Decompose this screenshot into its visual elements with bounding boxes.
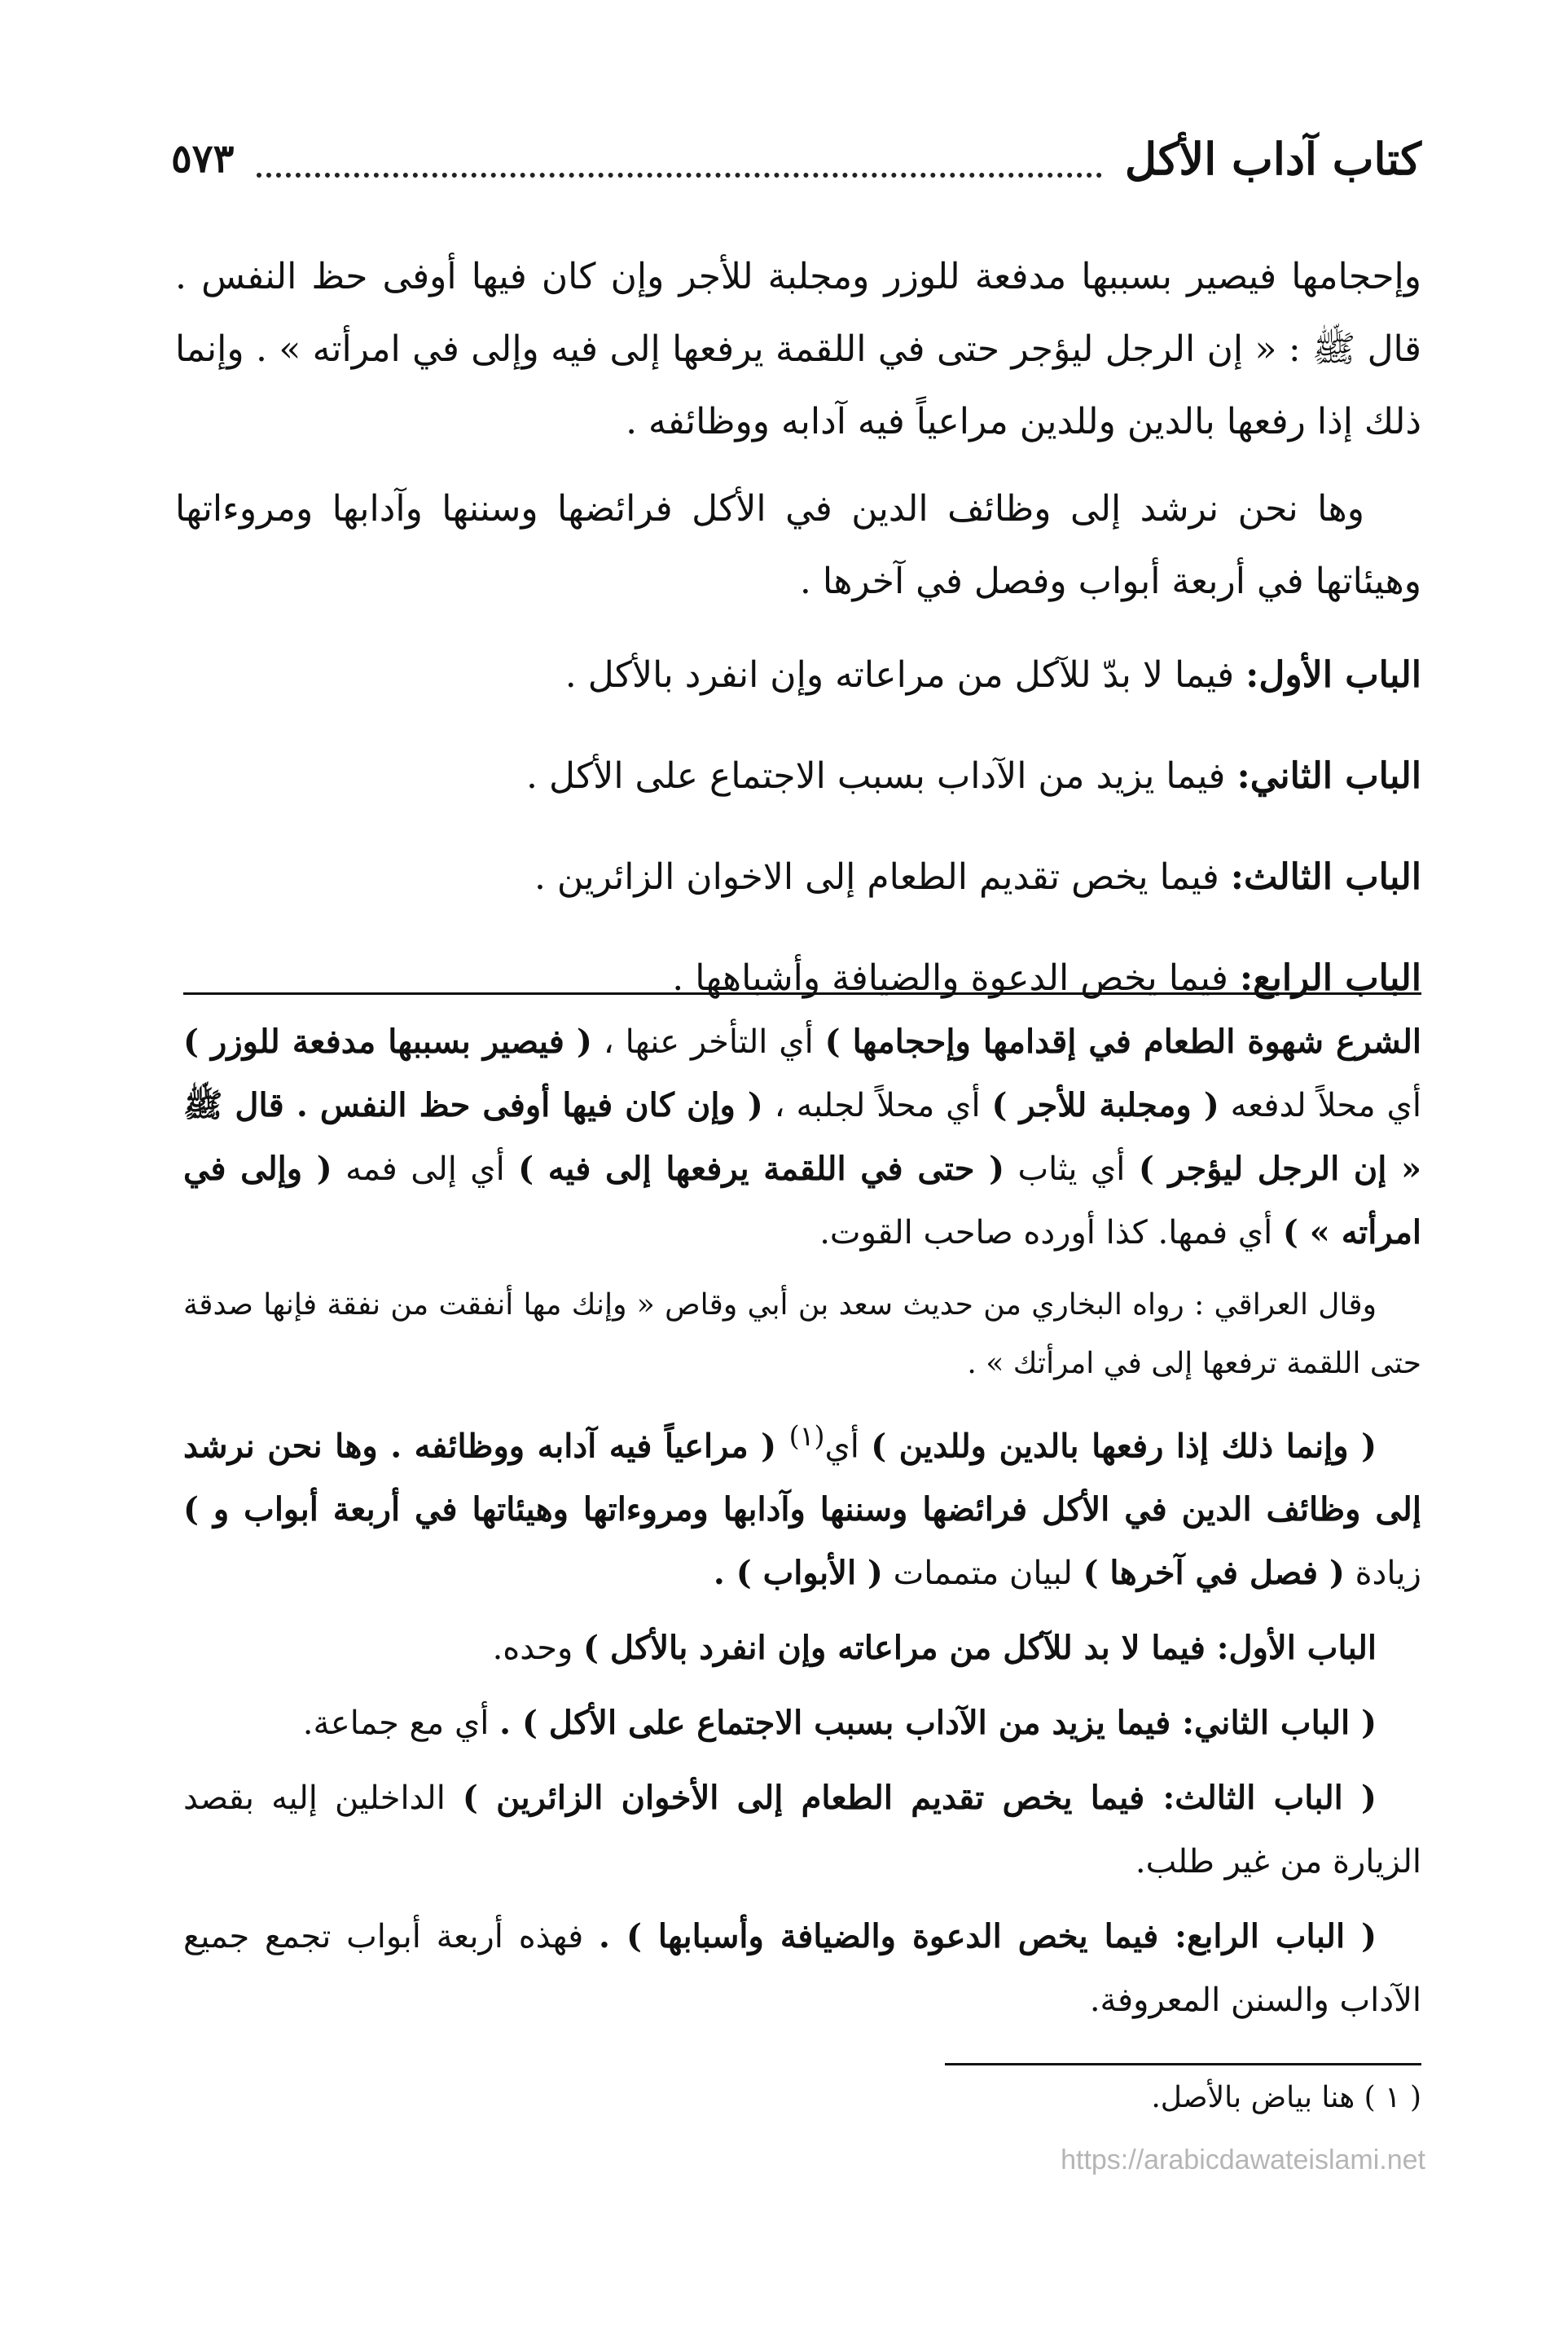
chapter-line — [175, 632, 1421, 719]
source-citation: وقال العراقي : رواه البخاري من حديث سعد بن أبي وقاص « وإنك مها أنفقت من نفقة فإنها صدقة حتى اللقمة ترفعها إلى في امرأتك » . — [183, 1288, 1421, 1380]
commentary-paragraph — [183, 1766, 1421, 1894]
commentary-paragraph — [183, 1691, 1421, 1755]
main-paragraph: وها نحن نرشد إلى وظائف الدين في الأكل فرائضها وسننها وآدابها ومروءاتها وهيئاتها في أربعة أبواب وفصل في آخرها . — [175, 488, 1421, 602]
gloss-text: أي محلاً لدفعه — [1219, 1087, 1421, 1124]
chapter-text: فيما يزيد من الآداب بسبب الاجتماع على الأكل . — [525, 755, 1226, 797]
chapter-text: فيما يخص الدعوة والضيافة وأشباهها . — [672, 957, 1228, 999]
quoted-text: ( وإلى في امرأته » ) — [183, 1150, 1421, 1251]
gloss-text: أي التأخر عنها ، — [591, 1023, 825, 1061]
main-text — [175, 240, 1421, 1036]
quoted-text: ( وإنما ذلك إذا رفعها بالدين وللدين ) — [871, 1427, 1377, 1466]
footnote-divider — [945, 2063, 1421, 2065]
gloss-text: أي إلى فمه — [332, 1150, 519, 1188]
gloss-text: أي فمها. كذا أورده صاحب القوت. — [819, 1214, 1283, 1251]
quoted-text: ( الباب الثالث: فيما يخص تقديم الطعام إلى الأخوان الزائرين ) — [462, 1779, 1377, 1818]
watermark-url: https://arabicdawateislami.net — [1061, 2144, 1425, 2175]
quoted-text: ( فيصير بسببها مدفعة للوزر ) — [183, 1023, 592, 1061]
chapter-line — [175, 834, 1421, 921]
commentary-paragraph — [183, 1905, 1421, 2032]
gloss-text: لبيان متممات — [882, 1555, 1083, 1593]
gloss-text: فهذه أربعة أبواب تجمع جميع الآداب والسنن المعروفة. — [183, 1918, 1421, 2020]
commentary-paragraph — [183, 1010, 1421, 1265]
quoted-text: ( فصل في آخرها ) — [1083, 1554, 1345, 1593]
gloss-text: أي مع جماعة. — [302, 1705, 500, 1743]
running-title: كتاب آداب الأكل — [1124, 133, 1421, 185]
quoted-text: الباب الأول: فيما لا بد للآكل من مراعاته وإن انفرد بالأكل ) — [583, 1629, 1377, 1668]
chapter-label: الباب الرابع: — [1239, 957, 1421, 999]
commentary-paragraph — [183, 1617, 1421, 1680]
main-paragraph: وإحجامها فيصير بسببها مدفعة للوزر ومجلبة للأجر وإن كان فيها أوفى حظ النفس . قال ﷺ : « إن الرجل ليؤجر حتى في اللقمة يرفعها إلى فيه وإلى في امرأته » . وإنما ذلك إذا رفعها بالدين وللدين مراعياً فيه آدابه ووظائفه . — [175, 256, 1421, 442]
quoted-text: ( الباب الثاني: فيما يزيد من الآداب بسبب الاجتماع على الأكل ) . — [499, 1704, 1377, 1743]
quoted-text: ( حتى في اللقمة يرفعها إلى فيه ) — [518, 1150, 1005, 1188]
quoted-text: الشرع شهوة الطعام في إقدامها وإحجامها ) — [824, 1023, 1421, 1061]
chapter-label: الباب الثالث: — [1230, 856, 1421, 898]
chapter-label: الباب الأول: — [1245, 654, 1421, 696]
gloss-text: أي محلاً لجلبه ، — [762, 1087, 992, 1124]
gloss-text: أي — [824, 1427, 872, 1466]
chapter-line — [175, 733, 1421, 820]
page-header — [171, 114, 1421, 204]
gloss-text: وحده. — [492, 1630, 584, 1668]
page-number: ٥٧٣ — [171, 136, 235, 182]
chapter-label: الباب الثاني: — [1236, 755, 1421, 797]
gloss-text: زيادة — [1344, 1555, 1421, 1593]
chapter-text: فيما لا بدّ للآكل من مراعاته وإن انفرد بالأكل . — [564, 654, 1235, 696]
commentary — [183, 1010, 1421, 2043]
commentary-paragraph — [183, 1405, 1421, 1605]
footnote: ( ١ ) هنا بياض بالأصل. — [1151, 2081, 1421, 2114]
section-divider — [183, 992, 1421, 995]
quoted-text: ( وإن كان فيها أوفى حظ النفس . قال ﷺ « إن الرجل ليؤجر ) — [183, 1086, 1421, 1188]
quoted-text: ( الأبواب ) . — [713, 1554, 883, 1593]
chapter-line — [175, 935, 1421, 1022]
quoted-text: ( ومجلبة للأجر ) — [991, 1086, 1219, 1124]
quoted-text: ( الباب الرابع: فيما يخص الدعوة والضيافة وأسبابها ) . — [599, 1917, 1377, 1956]
chapter-text: فيما يخص تقديم الطعام إلى الاخوان الزائرين . — [534, 856, 1219, 898]
footnote-marker: (١) — [788, 1420, 825, 1452]
leader-dots — [257, 173, 1101, 178]
gloss-text: أي يثاب — [1004, 1150, 1139, 1188]
quoted-text: ( مراعياً فيه آدابه ووظائفه . وها نحن نرشد إلى وظائف الدين في الأكل فرائضها وسننها وآدابها ومروءاتها وهيئاتها في أربعة أبواب و ) — [183, 1427, 1421, 1529]
gloss-text: الداخلين إليه بقصد الزيارة من غير طلب. — [183, 1779, 1421, 1881]
